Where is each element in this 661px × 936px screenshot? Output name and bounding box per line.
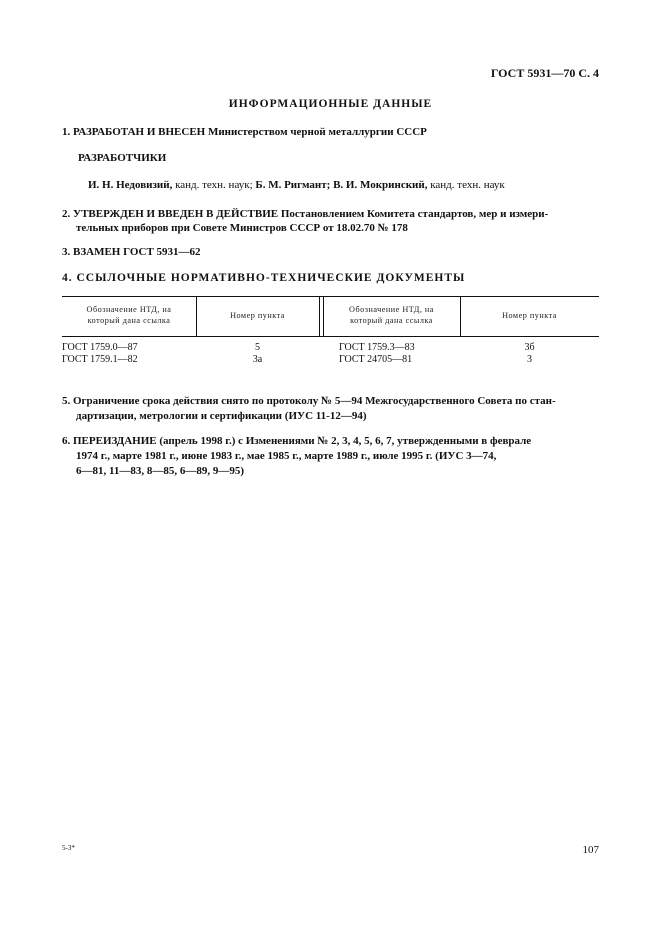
header-gost-reference: ГОСТ 5931—70 С. 4 xyxy=(490,66,599,80)
section-5-line-1: 5. Ограничение срока действия снято по протоколу № 5—94 Межгосударственного Совета по стан- xyxy=(62,395,556,407)
table-cell-ntd: ГОСТ 1759.0—87 xyxy=(62,342,138,353)
section-3: 3. ВЗАМЕН ГОСТ 5931—62 xyxy=(62,246,201,258)
table-header-rule xyxy=(62,336,599,337)
column-header-ntd-line: который дана ссылка xyxy=(87,316,171,325)
column-header-ntd xyxy=(62,304,196,326)
table-divider xyxy=(319,297,320,336)
table-cell-clause: 3а xyxy=(252,354,263,365)
table-cell-ntd: ГОСТ 1759.3—83 xyxy=(339,342,415,353)
table-cell-ntd: ГОСТ 24705—81 xyxy=(339,354,413,365)
section-5-line-2: дартизации, метрологии и сертификации (ИУС 11-12—94) xyxy=(76,410,367,422)
section-2-line-2: тельных приборов при Совете Министров СССР от 18.02.70 № 178 xyxy=(76,222,408,234)
page-number: 107 xyxy=(582,844,599,856)
section-1-heading: 1. РАЗРАБОТАН И ВНЕСЕН Министерством черной металлургии СССР xyxy=(62,126,427,138)
table-cell-clause: 5 xyxy=(255,342,260,353)
developers-heading: РАЗРАБОТЧИКИ xyxy=(78,152,167,164)
table-top-rule xyxy=(62,296,599,297)
developer-name: В. И. Мокринский, xyxy=(330,179,428,191)
column-header-ntd-line: Обозначение НТД, на xyxy=(86,305,172,314)
sheet-mark: 5-3* xyxy=(62,844,75,852)
developer-title: канд. техн. наук; xyxy=(172,179,253,191)
column-header-clause: Номер пункта xyxy=(502,311,557,320)
table-cell-clause: 3б xyxy=(524,342,535,353)
developer-name: Б. М. Ригмант; xyxy=(252,179,331,191)
developer-title: канд. техн. наук xyxy=(427,179,505,191)
table-cell-ntd: ГОСТ 1759.1—82 xyxy=(62,354,138,365)
section-6-line-1: 6. ПЕРЕИЗДАНИЕ (апрель 1998 г.) с Изменениями № 2, 3, 4, 5, 6, 7, утвержденными в феврале xyxy=(62,435,532,447)
section-6-line-3: 6—81, 11—83, 8—85, 6—89, 9—95) xyxy=(76,465,245,477)
page-title: ИНФОРМАЦИОННЫЕ ДАННЫЕ xyxy=(228,98,433,110)
section-2 xyxy=(62,207,548,235)
section-6 xyxy=(62,434,531,479)
section-6-line-2: 1974 г., марте 1981 г., июне 1983 г., мае 1985 г., марте 1989 г., июле 1995 г. (ИУС 3—74, xyxy=(76,450,497,462)
column-header-ntd-line: который дана ссылка xyxy=(350,316,433,325)
column-header-ntd-line: Обозначение НТД, на xyxy=(349,305,434,314)
developers-list xyxy=(88,179,505,191)
column-header-ntd xyxy=(323,304,460,326)
section-5 xyxy=(62,394,556,424)
section-2-line-1: 2. УТВЕРЖДЕН И ВВЕДЕН В ДЕЙСТВИЕ Постановлением Комитета стандартов, мер и измери- xyxy=(62,208,549,220)
section-4-heading: 4. ССЫЛОЧНЫЕ НОРМАТИВНО-ТЕХНИЧЕСКИЕ ДОКУМЕНТЫ xyxy=(62,272,466,284)
column-header-clause: Номер пункта xyxy=(230,311,285,320)
developer-name: И. Н. Недовизий, xyxy=(88,179,173,191)
table-cell-clause: 3 xyxy=(527,354,532,365)
